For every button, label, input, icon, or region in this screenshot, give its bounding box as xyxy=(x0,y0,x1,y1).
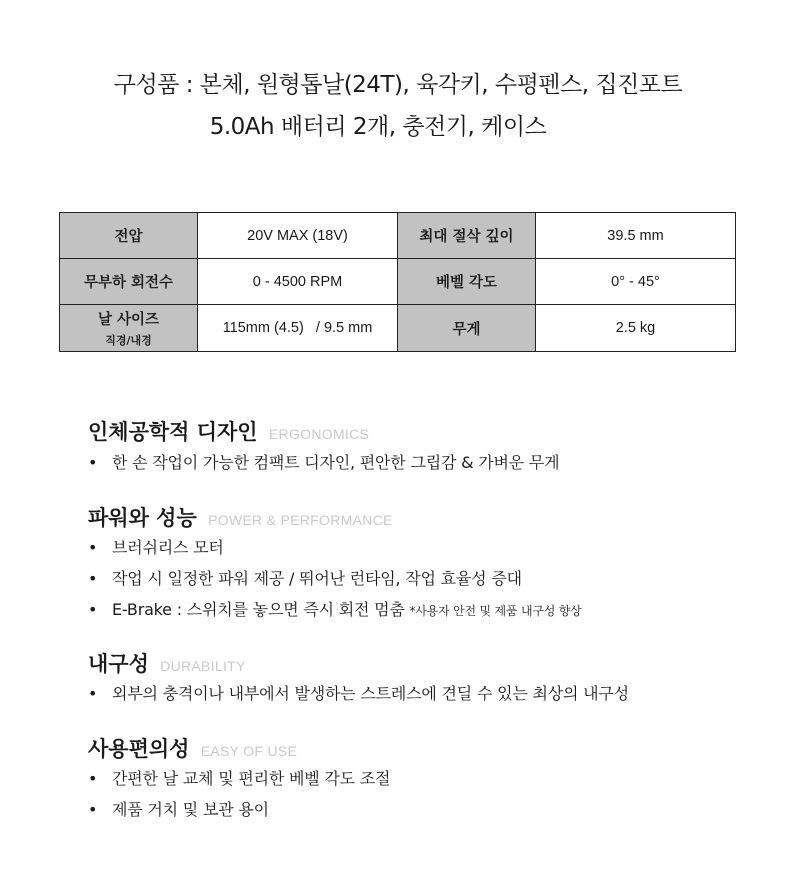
spec-header: 전압 xyxy=(60,213,198,259)
list-item xyxy=(88,447,559,478)
list-item-text: 한 손 작업이 가능한 컴팩트 디자인, 편안한 그립감 & 가벼운 무게 xyxy=(112,453,560,472)
spec-value: 0 - 4500 RPM xyxy=(198,259,398,305)
spec-header: 무부하 회전수 xyxy=(60,259,198,305)
section-title: 사용편의성 xyxy=(88,737,190,761)
list-item xyxy=(88,678,629,709)
bullet-list-ergonomics xyxy=(88,447,559,478)
list-item-text: 간편한 날 교체 및 편리한 베벨 각도 조절 xyxy=(112,769,391,788)
spec-header: 베벨 각도 xyxy=(398,259,536,305)
section-heading-performance xyxy=(88,502,393,532)
bullet-icon: • xyxy=(88,769,98,788)
section-subtitle: POWER & PERFORMANCE xyxy=(208,512,393,528)
bullet-icon: • xyxy=(88,538,98,557)
section-title: 내구성 xyxy=(88,652,149,676)
spec-value: 20V MAX (18V) xyxy=(198,213,398,259)
bullet-icon: • xyxy=(88,684,98,703)
components-line-2: 5.0Ah 배터리 2개, 충전기, 케이스 xyxy=(209,114,547,140)
bullet-icon: • xyxy=(88,453,98,472)
spec-value: 2.5 kg xyxy=(536,305,736,352)
bullet-list-performance xyxy=(88,532,582,625)
section-subtitle: EASY OF USE xyxy=(200,743,298,759)
list-item xyxy=(88,794,390,825)
bullet-icon: • xyxy=(88,569,98,588)
list-item xyxy=(88,532,582,563)
spec-value: 39.5 mm xyxy=(536,213,736,259)
spec-value: 115mm (4.5) / 9.5 mm xyxy=(198,305,398,352)
list-item-text: 제품 거치 및 보관 용이 xyxy=(112,800,269,819)
spec-row xyxy=(60,213,736,259)
spec-row xyxy=(60,305,736,352)
spec-header-label: 날 사이즈 xyxy=(97,312,160,328)
list-item xyxy=(88,594,582,625)
bullet-icon: • xyxy=(88,800,98,819)
spec-table xyxy=(59,212,736,352)
bullet-list-durability xyxy=(88,678,629,709)
list-item-note: *사용자 안전 및 제품 내구성 향상 xyxy=(409,604,582,618)
section-subtitle: ERGONOMICS xyxy=(268,426,370,442)
bullet-list-ease-of-use xyxy=(88,763,390,825)
spec-value: 0° - 45° xyxy=(536,259,736,305)
list-item xyxy=(88,763,390,794)
spec-header: 최대 절삭 깊이 xyxy=(398,213,536,259)
list-item xyxy=(88,563,582,594)
list-item-text: 작업 시 일정한 파워 제공 / 뛰어난 런타임, 작업 효율성 증대 xyxy=(112,569,522,588)
section-title: 인체공학적 디자인 xyxy=(88,420,258,444)
list-item-text: 외부의 충격이나 내부에서 발생하는 스트레스에 견딜 수 있는 최상의 내구성 xyxy=(112,684,629,703)
spec-header-sublabel: 직경/내경 xyxy=(105,334,152,347)
section-heading-ease-of-use xyxy=(88,733,297,763)
section-heading-ergonomics xyxy=(88,416,369,446)
section-title: 파워와 성능 xyxy=(88,506,197,530)
bullet-icon: • xyxy=(88,600,98,619)
section-subtitle: DURABILITY xyxy=(160,658,246,674)
list-item-text: E-Brake : 스위치를 놓으면 즉시 회전 멈춤 xyxy=(112,600,405,619)
section-heading-durability xyxy=(88,648,246,678)
list-item-text: 브러쉬리스 모터 xyxy=(112,538,224,557)
spec-row xyxy=(60,259,736,305)
spec-header: 무게 xyxy=(398,305,536,352)
spec-header-blade-size xyxy=(60,305,198,352)
components-line-1: 구성품 : 본체, 원형톱날(24T), 육각키, 수평펜스, 집진포트 xyxy=(113,72,683,98)
